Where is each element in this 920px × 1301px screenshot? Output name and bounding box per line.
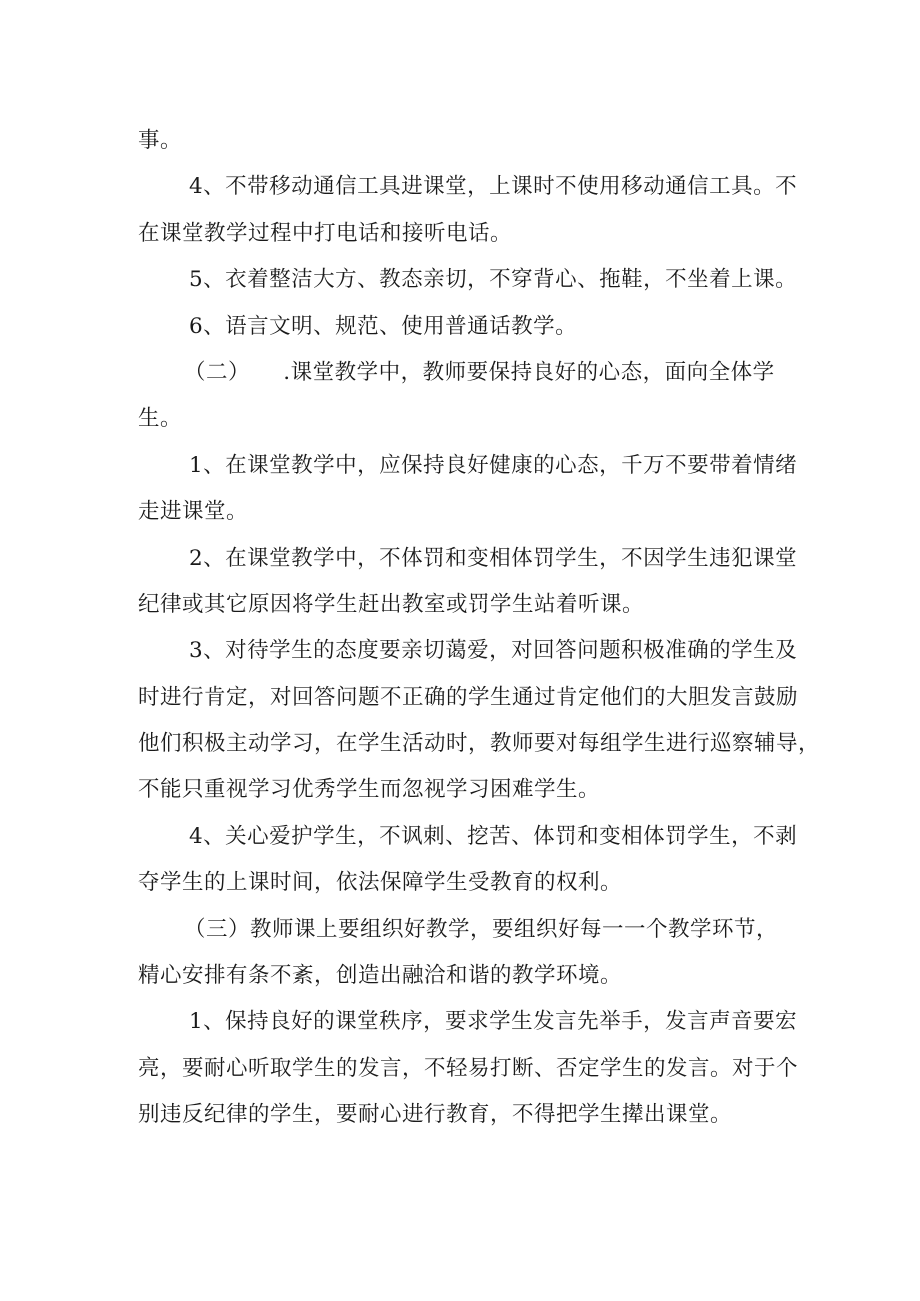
text-line: 精心安排有条不紊，创造出融洽和谐的教学环境。 <box>138 963 623 989</box>
text-line: 2、在课堂教学中，不体罚和变相体罚学生，不因学生违犯课堂 <box>189 545 798 571</box>
text-line: 别违反纪律的学生，要耐心进行教育，不得把学生撵出课堂。 <box>138 1102 733 1128</box>
text-line: 事。 <box>138 128 183 153</box>
text-line: 亮，要耐心听取学生的发言，不轻易打断、否定学生的发言。对于个 <box>138 1055 799 1081</box>
text-line: 3、对待学生的态度要亲切蔼爱，对回答问题积极准确的学生及 <box>189 638 798 664</box>
text-line: 4、关心爱护学生，不讽刺、挖苦、体罚和变相体罚学生，不剥 <box>189 823 798 849</box>
text-line: 纪律或其它原因将学生赶出教室或罚学生站着听课。 <box>138 591 645 617</box>
text-line: 在课堂教学过程中打电话和接听电话。 <box>138 220 513 246</box>
text-line: 1、保持良好的课堂秩序，要求学生发言先举手，发言声音要宏 <box>189 1009 798 1035</box>
text-line: 走进课堂。 <box>138 499 249 525</box>
text-line: 夺学生的上课时间，依法保障学生受教育的权利。 <box>138 870 623 896</box>
document-body <box>138 118 821 1139</box>
text-line: 1、在课堂教学中，应保持良好健康的心态，千万不要带着情绪 <box>189 452 798 478</box>
text-line: 6、语言文明、规范、使用普通话教学。 <box>189 313 578 339</box>
text-line: 不能只重视学习优秀学生而忽视学习困难学生。 <box>138 777 601 803</box>
text-line: 他们积极主动学习，在学生活动时，教师要对每组学生进行巡察辅导， <box>138 731 821 757</box>
section-heading: （三）教师课上要组织好教学，要组织好每一一个教学环节， <box>184 916 779 942</box>
text-line: 4、不带移动通信工具进课堂，上课时不使用移动通信工具。不 <box>189 174 798 200</box>
text-line: 生。 <box>138 406 183 432</box>
text-line: 5、衣着整洁大方、教态亲切，不穿背心、拖鞋，不坐着上课。 <box>189 267 798 293</box>
section-heading: （二） .课堂教学中，教师要保持良好的心态，面向全体学 <box>184 359 775 385</box>
text-line: 时进行肯定，对回答问题不正确的学生通过肯定他们的大胆发言鼓励 <box>138 684 799 710</box>
